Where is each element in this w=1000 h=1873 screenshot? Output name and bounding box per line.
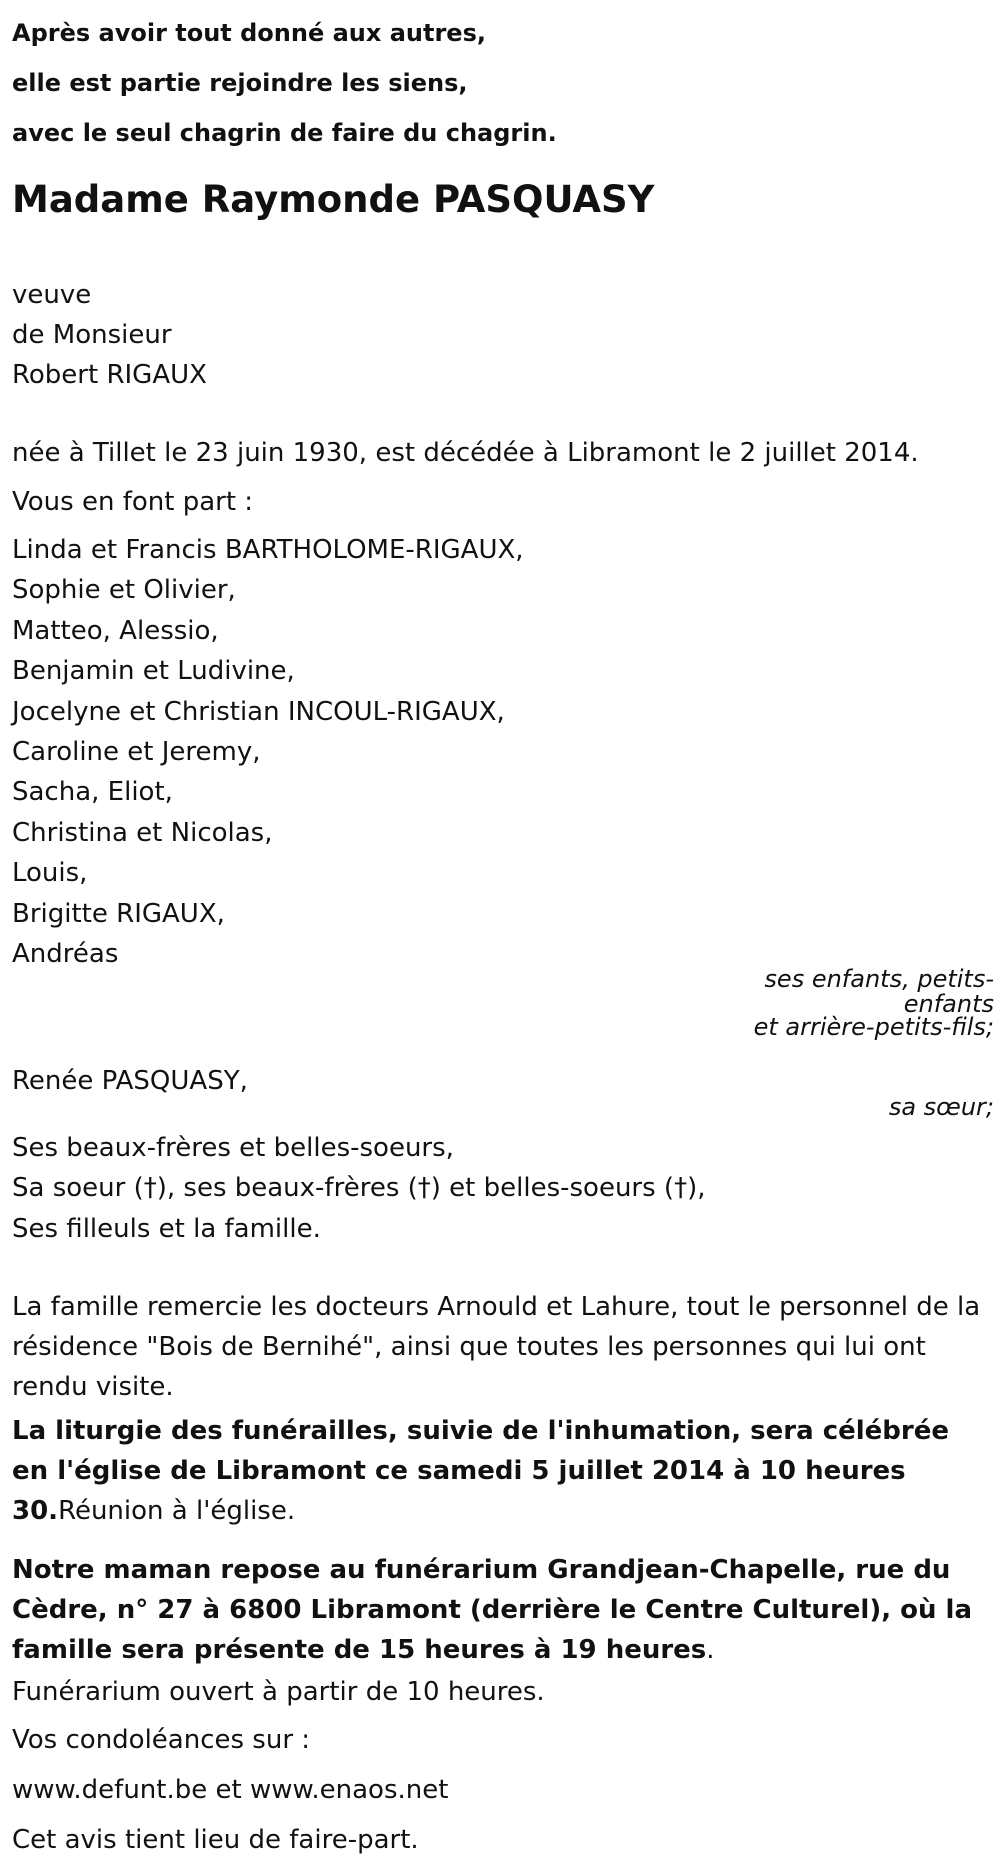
family-member: Andréas (12, 939, 119, 970)
relation-children (753, 965, 994, 1041)
closing-line: Cet avis tient lieu de faire-part. (12, 1825, 419, 1855)
liturgy-rest-text: Réunion à l'église. (58, 1496, 296, 1526)
widow-line: de Monsieur (12, 320, 172, 350)
family-member: Matteo, Alessio, (12, 615, 219, 646)
family-list (12, 530, 524, 974)
relative-line: Sa soeur (†), ses beaux-frères (†) et belles-soeurs (†), (12, 1173, 706, 1204)
epigraph-line: Après avoir tout donné aux autres, (12, 19, 486, 47)
family-member: Sophie et Olivier, (12, 575, 236, 606)
sister-name: Renée PASQUASY, (12, 1066, 248, 1096)
condolences-sites: www.defunt.be et www.enaos.net (12, 1775, 449, 1805)
epigraph-line: elle est partie rejoindre les siens, (12, 69, 468, 97)
family-member: Benjamin et Ludivine, (12, 656, 295, 687)
other-relatives (12, 1128, 705, 1249)
liturgy-bold-text: La liturgie des funérailles, suivie de l'inhumation, sera célébrée en l'église de Libramont ce samedi 5 juillet 2014 à 10 heures 30. (12, 1416, 949, 1526)
relation-line: enfants (903, 990, 994, 1018)
funerarium-hours: Funérarium ouvert à partir de 10 heures. (12, 1677, 545, 1707)
relation-line: et arrière-petits-fils; (753, 1013, 994, 1041)
widow-of (12, 275, 207, 395)
deceased-name: Madame Raymonde PASQUASY (12, 178, 655, 221)
family-member: Brigitte RIGAUX, (12, 898, 225, 929)
condolences-label: Vos condoléances sur : (12, 1725, 311, 1755)
relative-line: Ses filleuls et la famille. (12, 1213, 321, 1244)
birth-death-line: née à Tillet le 23 juin 1930, est décédée à Libramont le 2 juillet 2014. (12, 438, 919, 468)
widow-line: Robert RIGAUX (12, 360, 207, 390)
liturgy-paragraph (12, 1411, 992, 1531)
relative-line: Ses beaux-frères et belles-soeurs, (12, 1133, 454, 1163)
relation-sister: sa sœur; (888, 1093, 994, 1121)
family-member: Caroline et Jeremy, (12, 737, 261, 768)
rest-bold-text: Notre maman repose au funérarium Grandjean-Chapelle, rue du Cèdre, n° 27 à 6800 Libramont (derrière le Centre Culturel), où la famille sera présente de 15 heures à 19 heures (12, 1555, 973, 1665)
rest-end-text: . (706, 1635, 715, 1665)
rest-paragraph (12, 1550, 992, 1670)
thanks-paragraph: La famille remercie les docteurs Arnould et Lahure, tout le personnel de la résidence "Bois de Bernihé", ainsi que toutes les personnes qui lui ont rendu visite. (12, 1292, 981, 1402)
epigraph-line: avec le seul chagrin de faire du chagrin. (12, 119, 557, 147)
family-member: Linda et Francis BARTHOLOME-RIGAUX, (12, 535, 524, 565)
family-member: Louis, (12, 858, 88, 889)
widow-line: veuve (12, 280, 92, 310)
family-member: Jocelyne et Christian INCOUL-RIGAUX, (12, 696, 505, 727)
family-member: Christina et Nicolas, (12, 817, 273, 848)
family-member: Sacha, Eliot, (12, 777, 173, 808)
epigraph (12, 8, 557, 158)
announce-line: Vous en font part : (12, 487, 254, 517)
relation-line: ses enfants, petits- (764, 965, 994, 993)
